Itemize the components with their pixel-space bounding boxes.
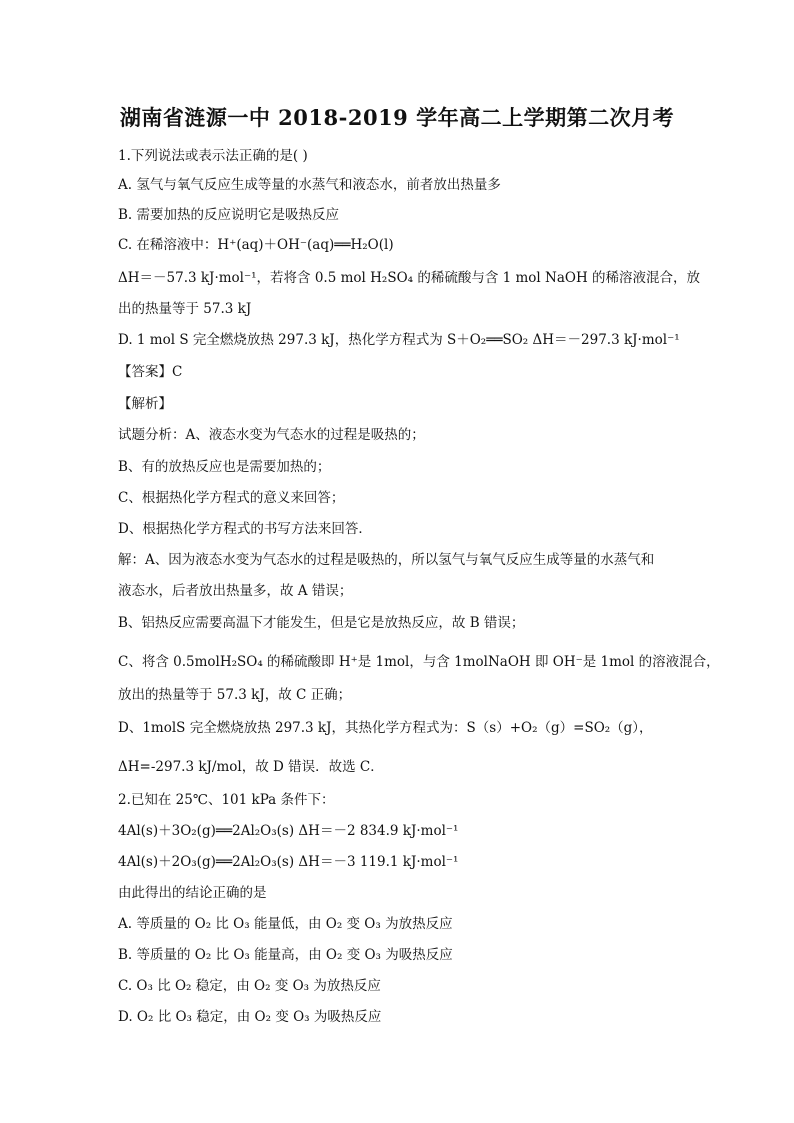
equation-line: 4Al(s)＋2O₃(g)══2Al₂O₃(s) ΔH＝－3 119.1 kJ·mol⁻¹ [118,854,459,870]
page-title: 湖南省涟源一中 2018-2019 学年高二上学期第二次月考 [119,105,675,130]
question-2-stem: 2.已知在 25℃、101 kPa 条件下： [118,792,335,808]
solution-line: ΔH=-297.3 kJ/mol，故 D 错误．故选 C． [118,759,384,775]
question-2-option-b: B. 等质量的 O₂ 比 O₃ 能量高，由 O₂ 变 O₃ 为吸热反应 [118,947,453,963]
question-2-option-a: A. 等质量的 O₂ 比 O₃ 能量低，由 O₂ 变 O₃ 为放热反应 [118,916,453,932]
question-1-option-d: D. 1 mol S 完全燃烧放热 297.3 kJ，热化学方程式为 S＋O₂══SO₂ ΔH＝－297.3 kJ·mol⁻¹ [118,332,680,348]
question-2-option-d: D. O₂ 比 O₃ 稳定，由 O₂ 变 O₃ 为吸热反应 [118,1009,382,1025]
solution-line: D、1molS 完全燃烧放热 297.3 kJ，其热化学方程式为：S（s）+O₂（g）=SO₂（g）， [118,720,653,736]
analysis-line: B、有的放热反应也是需要加热的； [118,459,331,475]
solution-line: 放出的热量等于 57.3 kJ，故 C 正确； [118,687,352,703]
question-2-option-c: C. O₃ 比 O₂ 稳定，由 O₂ 变 O₃ 为放热反应 [118,978,381,994]
question-1-stem: 1.下列说法或表示法正确的是( ) [118,148,308,164]
question-1-option-c: C. 在稀溶液中：H⁺(aq)＋OH⁻(aq)══H₂O(l) [118,237,394,253]
solution-line: 解：A、因为液态水变为气态水的过程是吸热的，所以氢气与氧气反应生成等量的水蒸气和 [118,552,655,568]
equation-line: 4Al(s)＋3O₂(g)══2Al₂O₃(s) ΔH＝－2 834.9 kJ·mol⁻¹ [118,823,459,839]
question-1-option-c-cont2: 出的热量等于 57.3 kJ [118,301,252,317]
question-1-option-c-cont: ΔH＝－57.3 kJ·mol⁻¹，若将含 0.5 mol H₂SO₄ 的稀硫酸与含 1 mol NaOH 的稀溶液混合，放 [118,270,701,286]
analysis-line: 试题分析：A、液态水变为气态水的过程是吸热的； [118,427,425,443]
question-1-option-a: A. 氢气与氧气反应生成等量的水蒸气和液态水，前者放出热量多 [118,177,501,193]
solution-line: C、将含 0.5molH₂SO₄ 的稀硫酸即 H⁺是 1mol，与含 1molNaOH 即 OH⁻是 1mol 的溶液混合， [118,654,720,670]
solution-line: 液态水，后者放出热量多，故 A 错误； [118,583,353,599]
analysis-line: D、根据热化学方程式的书写方法来回答． [118,521,372,537]
analysis-label: 【解析】 [118,396,172,412]
question-2-prompt: 由此得出的结论正确的是 [118,885,267,901]
analysis-line: C、根据热化学方程式的意义来回答； [118,490,345,506]
question-1-option-b: B. 需要加热的反应说明它是吸热反应 [118,207,340,223]
solution-line: B、铝热反应需要高温下才能发生，但是它是放热反应，故 B 错误； [118,615,525,631]
answer-label: 【答案】C [118,364,183,380]
